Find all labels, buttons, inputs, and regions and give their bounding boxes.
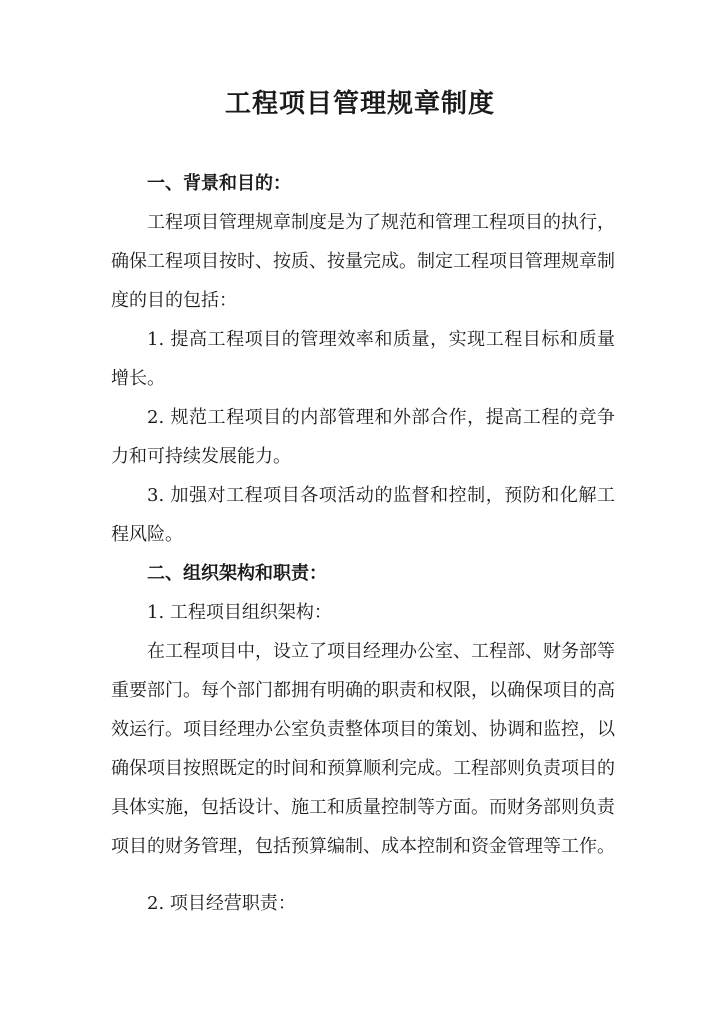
section-1-heading: 一、背景和目的： — [147, 173, 291, 194]
section-1-item-2: 2. 规范工程项目的内部管理和外部合作，提高工程的竞争力和可持续发展能力。 — [111, 407, 615, 467]
section-1-item-3: 3. 加强对工程项目各项活动的监督和控制，预防和化解工程风险。 — [111, 485, 615, 545]
section-2-subheading-1: 1. 工程项目组织架构： — [147, 602, 332, 623]
section-1-item-1: 1. 提高工程项目的管理效率和质量，实现工程目标和质量增长。 — [111, 329, 615, 389]
document-body — [111, 164, 615, 923]
section-2-subheading-2: 2. 项目经营职责： — [147, 893, 296, 914]
section-2-paragraph-1: 在工程项目中，设立了项目经理办公室、工程部、财务部等重要部门。每个部门都拥有明确的职责和权限，以确保项目的高效运行。项目经理办公室负责整体项目的策划、协调和监控，以确保项目按照既定的时间和预算顺利完成。工程部则负责项目的具体实施，包括设计、施工和质量控制等方面。而财务部则负责项目的财务管理，包括预算编制、成本控制和资金管理等工作。 — [111, 641, 615, 857]
document-title: 工程项目管理规章制度 — [224, 89, 495, 119]
section-1-intro: 工程项目管理规章制度是为了规范和管理工程项目的执行，确保工程项目按时、按质、按量完成。制定工程项目管理规章制度的目的包括： — [111, 212, 615, 311]
section-2-heading: 二、组织架构和职责： — [147, 563, 327, 584]
